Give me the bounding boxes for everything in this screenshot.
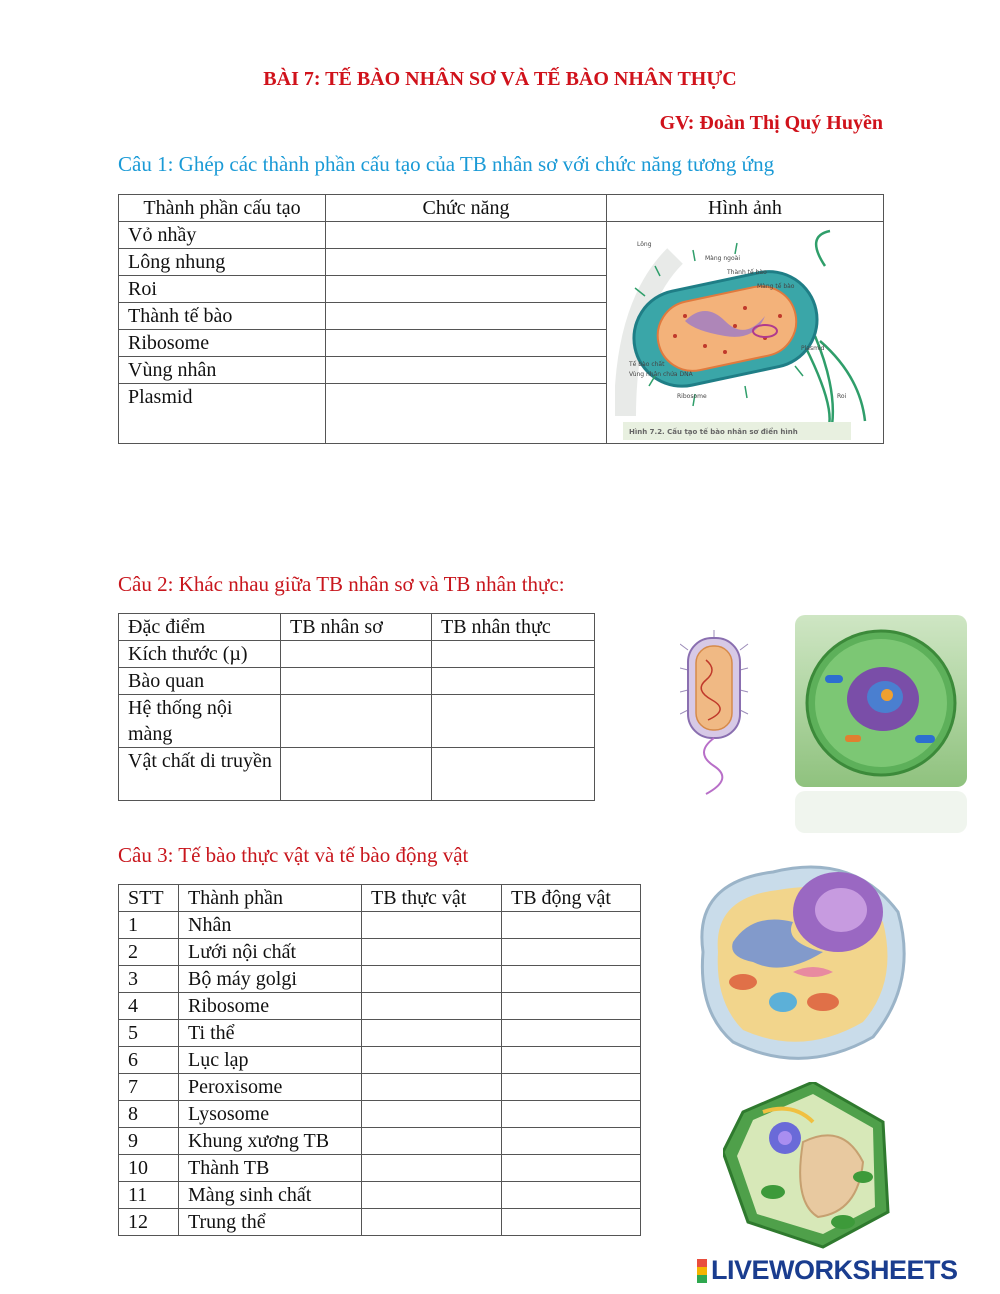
prokaryotic-cell-illustration bbox=[615, 226, 877, 442]
q3-header-index: STT bbox=[119, 885, 179, 912]
figure-label-ribosome: Ribosome bbox=[677, 393, 707, 400]
q1-component-label: Vỏ nhầy bbox=[119, 222, 326, 249]
figure-label-cytoplasm: Tế bào chất bbox=[629, 361, 665, 368]
q1-component-label: Plasmid bbox=[119, 384, 326, 444]
q3-row-index: 9 bbox=[119, 1128, 179, 1155]
logo-text: LIVEWORKSHEETS bbox=[711, 1255, 958, 1285]
q1-function-answer-cell[interactable] bbox=[326, 276, 607, 303]
figure-label-nucleoid: Vùng nhân chứa DNA bbox=[629, 371, 693, 378]
q1-component-label: Thành tế bào bbox=[119, 303, 326, 330]
q3-component-label: Peroxisome bbox=[179, 1074, 362, 1101]
q1-component-label: Ribosome bbox=[119, 330, 326, 357]
q3-row-index: 5 bbox=[119, 1020, 179, 1047]
q1-function-answer-cell[interactable] bbox=[326, 222, 607, 249]
q3-row-index: 4 bbox=[119, 993, 179, 1020]
q2-header-prokaryote: TB nhân sơ bbox=[281, 614, 432, 641]
prokaryote-figure-cell bbox=[607, 222, 884, 444]
bacterium-illustration bbox=[680, 630, 752, 795]
q1-function-answer-cell[interactable] bbox=[326, 357, 607, 384]
q3-header-animal: TB động vật bbox=[502, 885, 641, 912]
question-1-table bbox=[118, 194, 884, 444]
q3-component-label: Lysosome bbox=[179, 1101, 362, 1128]
q2-eukaryote-answer-cell[interactable] bbox=[432, 641, 595, 668]
q3-component-label: Thành TB bbox=[179, 1155, 362, 1182]
liveworksheets-logo bbox=[697, 1255, 958, 1286]
q3-component-label: Ti thể bbox=[179, 1020, 362, 1047]
q3-animal-answer-cell[interactable] bbox=[502, 939, 641, 966]
q2-feature-label: Bào quan bbox=[119, 668, 281, 695]
q3-plant-answer-cell[interactable] bbox=[362, 1047, 502, 1074]
animal-cell-illustration bbox=[683, 852, 915, 1068]
q3-animal-answer-cell[interactable] bbox=[502, 1209, 641, 1236]
q3-header-component: Thành phần bbox=[179, 885, 362, 912]
figure-label-long: Lông bbox=[637, 241, 652, 248]
q3-animal-answer-cell[interactable] bbox=[502, 966, 641, 993]
q3-component-label: Ribosome bbox=[179, 993, 362, 1020]
q1-header-image: Hình ảnh bbox=[607, 195, 884, 222]
q1-function-answer-cell[interactable] bbox=[326, 384, 607, 444]
q2-header-eukaryote: TB nhân thực bbox=[432, 614, 595, 641]
q3-row-index: 7 bbox=[119, 1074, 179, 1101]
q3-plant-answer-cell[interactable] bbox=[362, 1182, 502, 1209]
q3-animal-answer-cell[interactable] bbox=[502, 1128, 641, 1155]
q1-function-answer-cell[interactable] bbox=[326, 249, 607, 276]
logo-icon bbox=[697, 1259, 707, 1283]
q1-function-answer-cell[interactable] bbox=[326, 330, 607, 357]
q3-animal-answer-cell[interactable] bbox=[502, 1047, 641, 1074]
q2-header-feature: Đặc điểm bbox=[119, 614, 281, 641]
q3-row-index: 12 bbox=[119, 1209, 179, 1236]
q3-plant-answer-cell[interactable] bbox=[362, 1101, 502, 1128]
q3-plant-answer-cell[interactable] bbox=[362, 912, 502, 939]
q2-feature-label: Kích thước (µ) bbox=[119, 641, 281, 668]
q3-row-index: 11 bbox=[119, 1182, 179, 1209]
figure-label-cell-wall: Thành tế bào bbox=[727, 269, 767, 276]
question-3-table bbox=[118, 884, 641, 1236]
q3-animal-answer-cell[interactable] bbox=[502, 1155, 641, 1182]
q3-row-index: 1 bbox=[119, 912, 179, 939]
plant-cell-illustration bbox=[723, 1082, 893, 1250]
q1-function-answer-cell[interactable] bbox=[326, 303, 607, 330]
q3-component-label: Nhân bbox=[179, 912, 362, 939]
q3-component-label: Lưới nội chất bbox=[179, 939, 362, 966]
q1-component-label: Vùng nhân bbox=[119, 357, 326, 384]
figure-label-cell-membrane: Màng tế bào bbox=[757, 283, 795, 290]
q3-component-label: Trung thể bbox=[179, 1209, 362, 1236]
q3-component-label: Bộ máy golgi bbox=[179, 966, 362, 993]
teacher-name: GV: Đoàn Thị Quý Huyền bbox=[659, 112, 883, 134]
q2-prokaryote-answer-cell[interactable] bbox=[281, 695, 432, 748]
q3-animal-answer-cell[interactable] bbox=[502, 993, 641, 1020]
q2-prokaryote-answer-cell[interactable] bbox=[281, 668, 432, 695]
q2-prokaryote-answer-cell[interactable] bbox=[281, 748, 432, 801]
q1-header-function: Chức năng bbox=[326, 195, 607, 222]
q3-animal-answer-cell[interactable] bbox=[502, 1020, 641, 1047]
figure-label-plasmid: Plasmid bbox=[801, 345, 825, 352]
q3-plant-answer-cell[interactable] bbox=[362, 1155, 502, 1182]
q3-plant-answer-cell[interactable] bbox=[362, 1128, 502, 1155]
eukaryotic-cell-illustration bbox=[795, 615, 967, 833]
q2-eukaryote-answer-cell[interactable] bbox=[432, 668, 595, 695]
worksheet-title: BÀI 7: TẾ BÀO NHÂN SƠ VÀ TẾ BÀO NHÂN THỰC bbox=[263, 68, 737, 90]
q3-component-label: Màng sinh chất bbox=[179, 1182, 362, 1209]
q1-component-label: Lông nhung bbox=[119, 249, 326, 276]
q3-plant-answer-cell[interactable] bbox=[362, 966, 502, 993]
q3-animal-answer-cell[interactable] bbox=[502, 1182, 641, 1209]
question-1-heading: Câu 1: Ghép các thành phần cấu tạo của TB nhân sơ với chức năng tương ứng bbox=[118, 152, 775, 176]
q1-header-component: Thành phần cấu tạo bbox=[119, 195, 326, 222]
q3-animal-answer-cell[interactable] bbox=[502, 912, 641, 939]
q3-plant-answer-cell[interactable] bbox=[362, 1020, 502, 1047]
q3-row-index: 8 bbox=[119, 1101, 179, 1128]
q3-animal-answer-cell[interactable] bbox=[502, 1074, 641, 1101]
q3-row-index: 3 bbox=[119, 966, 179, 993]
q3-row-index: 6 bbox=[119, 1047, 179, 1074]
figure-label-flagellum: Roi bbox=[837, 393, 847, 400]
q3-component-label: Lục lạp bbox=[179, 1047, 362, 1074]
q3-animal-answer-cell[interactable] bbox=[502, 1101, 641, 1128]
q2-feature-label: Vật chất di truyền bbox=[119, 748, 281, 801]
question-2-heading: Câu 2: Khác nhau giữa TB nhân sơ và TB nhân thực: bbox=[118, 572, 565, 596]
q3-plant-answer-cell[interactable] bbox=[362, 993, 502, 1020]
q2-prokaryote-answer-cell[interactable] bbox=[281, 641, 432, 668]
q2-eukaryote-answer-cell[interactable] bbox=[432, 695, 595, 748]
q2-eukaryote-answer-cell[interactable] bbox=[432, 748, 595, 801]
q3-row-index: 2 bbox=[119, 939, 179, 966]
q1-component-label: Roi bbox=[119, 276, 326, 303]
q3-plant-answer-cell[interactable] bbox=[362, 1074, 502, 1101]
question-3-heading: Câu 3: Tế bào thực vật và tế bào động vật bbox=[118, 843, 469, 867]
figure-caption: Hình 7.2. Cấu tạo tế bào nhân sơ điển hình bbox=[629, 428, 798, 436]
q3-plant-answer-cell[interactable] bbox=[362, 939, 502, 966]
q2-feature-label: Hệ thống nội màng bbox=[119, 695, 281, 748]
q3-header-plant: TB thực vật bbox=[362, 885, 502, 912]
question-2-table bbox=[118, 613, 595, 801]
q3-plant-answer-cell[interactable] bbox=[362, 1209, 502, 1236]
q3-component-label: Khung xương TB bbox=[179, 1128, 362, 1155]
q3-row-index: 10 bbox=[119, 1155, 179, 1182]
figure-label-outer-membrane: Màng ngoài bbox=[705, 255, 740, 262]
